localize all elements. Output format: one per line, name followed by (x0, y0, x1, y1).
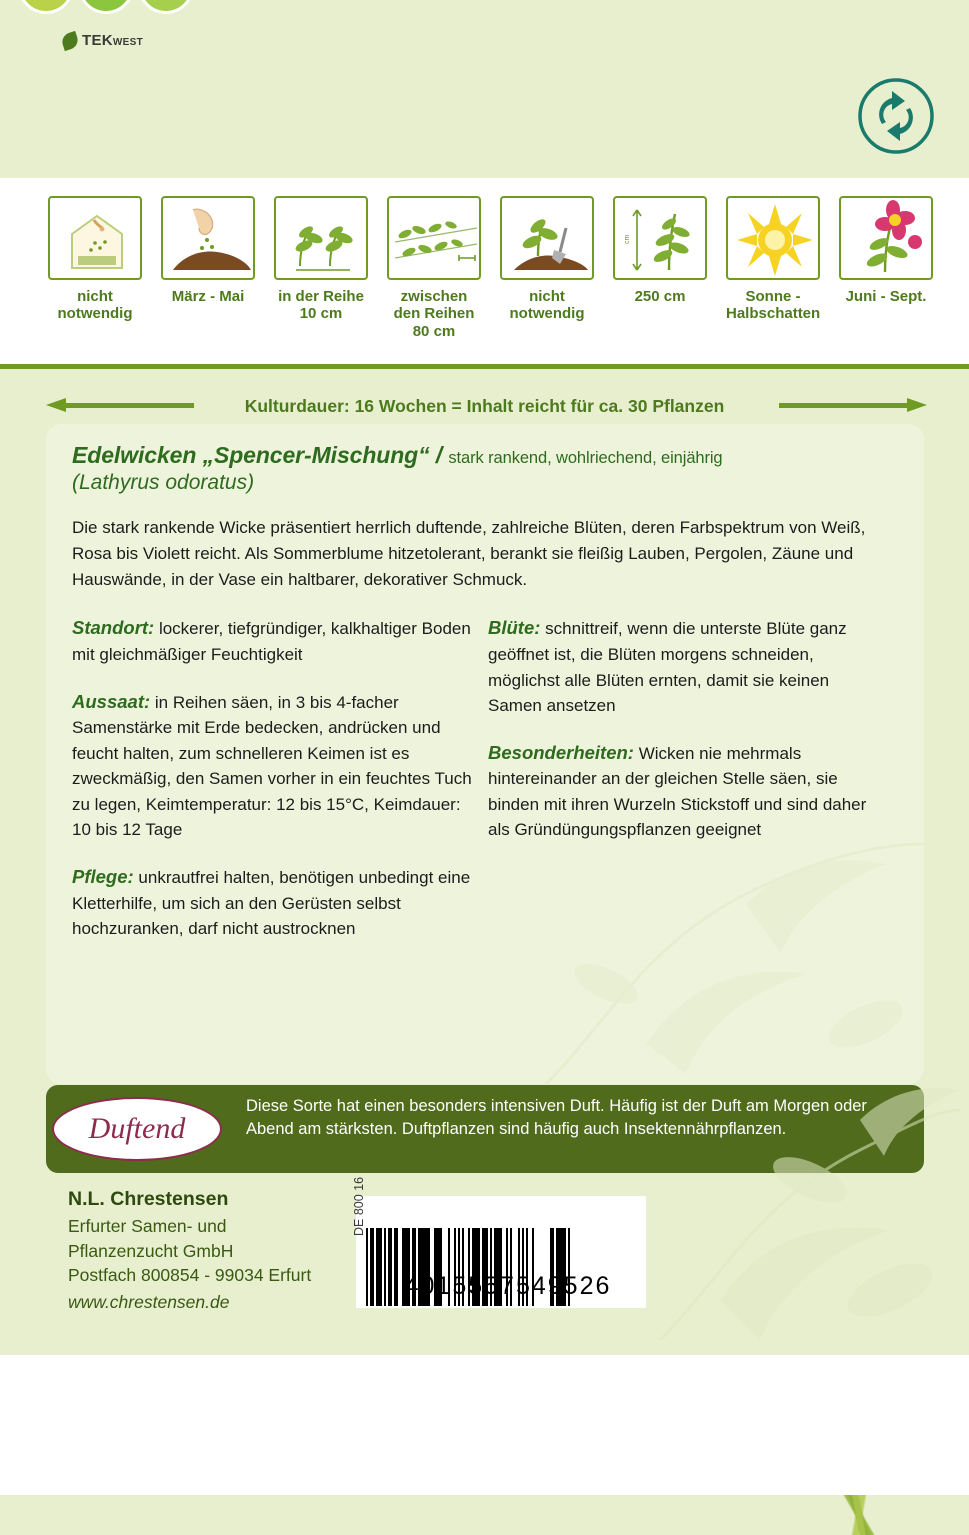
row-spacing-icon (274, 196, 368, 280)
transplant-spade-icon (500, 196, 594, 280)
section-pflege-heading: Pflege: (72, 865, 134, 887)
fragrance-badge-label: Duftend (88, 1112, 186, 1145)
grass-decoration-icon (749, 1495, 969, 1535)
cultivation-icon-row (48, 196, 933, 340)
brand-circle-2 (78, 0, 134, 14)
icon-item-light (726, 196, 820, 340)
product-intro-text: Die stark rankende Wicke präsentiert herrlich duftende, zahlreiche Blüten, deren Farbspektrum von Weiß, Rosa bis Violett reicht. Als Sommerblume hitzetolerant, berankt sie fleißig Lauben, Pergolen, Zäune und Hauswände, in der Vase ein haltbarer, dekorativer Schmuck. (72, 518, 866, 589)
brand-circle-3 (138, 0, 194, 14)
leaf-icon (60, 30, 80, 50)
icon-label-transplant: nicht notwendig (509, 288, 585, 323)
greenhouse-icon (48, 196, 142, 280)
svg-text:cm: cm (624, 234, 631, 244)
icon-item-greenhouse (48, 196, 142, 340)
fragrance-badge (44, 1091, 230, 1167)
icon-item-row-spacing (274, 196, 368, 340)
tekwest-logo-text (82, 32, 143, 49)
icon-item-between-rows (387, 196, 481, 340)
flower-bloom-icon (839, 196, 933, 280)
section-bluete-body: schnittreif, wenn die unterste Blüte ganz geöffnet ist, die Blüten morgens schneiden, möglichst alle Blüten ernten, damit sie keinen Samen ansetzen (488, 619, 847, 716)
barcode-side-code: DE 800 16 (352, 1176, 366, 1236)
icon-label-greenhouse: nicht notwendig (57, 288, 133, 323)
care-columns (72, 614, 900, 961)
sun-icon (726, 196, 820, 280)
icon-item-sowing-time (161, 196, 255, 340)
company-line3: Pflanzenzucht GmbH (68, 1240, 234, 1261)
bottom-white-band (0, 1355, 969, 1495)
icon-label-between-rows: zwischen den Reihen 80 cm (393, 288, 475, 340)
icon-label-row-spacing: in der Reihe 10 cm (278, 288, 364, 323)
section-bluete (488, 614, 886, 718)
company-line2: Erfurter Samen- und (68, 1215, 227, 1236)
description-panel (46, 424, 924, 1084)
section-besonderheiten-body: Wicken nie mehrmals hintereinander an der gleichen Stelle säen, sie binden mit ihren Wurzeln Stickstoff und sind daher als Gründüngungspflanzen geeignet (488, 743, 867, 840)
icon-label-height: 250 cm (634, 288, 686, 305)
icon-label-sowing-time: März - Mai (171, 288, 245, 305)
section-standort (72, 614, 474, 667)
section-aussaat-heading: Aussaat: (72, 690, 151, 712)
section-standort-heading: Standort: (72, 617, 155, 639)
icon-item-flowering (839, 196, 933, 340)
company-address (68, 1186, 398, 1315)
tekwest-sub: WEST (112, 37, 143, 48)
care-column-right (488, 614, 886, 961)
product-title-main: Edelwicken „Spencer-Mischung“ / (72, 442, 443, 468)
bottom-green-strip (0, 1495, 969, 1535)
between-rows-icon (387, 196, 481, 280)
culture-duration-text: Kulturdauer: 16 Wochen = Inhalt reicht für ca. 30 Pflanzen (244, 395, 725, 416)
brand-circles (18, 0, 194, 14)
tekwest-logo (62, 32, 143, 49)
product-title (72, 442, 900, 469)
section-pflege-body: unkrautfrei halten, benötigen unbedingt eine Kletterhilfe, um sich an den Gerüsten selbst hochzuranken, darf nicht austrocknen (72, 867, 471, 939)
section-aussaat-body: in Reihen säen, in 3 bis 4-facher Samenstärke mit Erde bedecken, andrücken und feucht halten, zum schnelleren Keimen ist es zweckmäßig, den Samen vorher in ein feuchtes Tuch zu legen, Keimtemperatur: 12 bis 15°C, Keimdauer: 10 bis 12 Tage (72, 692, 472, 840)
care-column-left (72, 614, 488, 961)
product-botanical-name: (Lathyrus odoratus) (72, 471, 255, 494)
tekwest-main: TEK (82, 32, 113, 49)
divider (0, 364, 969, 369)
section-bluete-heading: Blüte: (488, 617, 541, 639)
sowing-hand-soil-icon (161, 196, 255, 280)
brand-circle-1 (18, 0, 74, 14)
section-aussaat (72, 688, 474, 843)
icon-item-transplant (500, 196, 594, 340)
company-line4: Postfach 800854 - 99034 Erfurt (68, 1265, 312, 1286)
section-besonderheiten-heading: Besonderheiten: (488, 741, 634, 763)
product-title-attributes: stark rankend, wohlriechend, einjährig (448, 449, 723, 467)
company-website[interactable]: www.chrestensen.de (68, 1292, 230, 1313)
barcode-number: 4015557549526 (404, 1272, 612, 1300)
company-name: N.L. Chrestensen (68, 1188, 229, 1210)
fragrance-banner-text: Diese Sorte hat einen besonders intensiven Duft. Häufig ist der Duft am Morgen oder Abend am stärksten. Duftpflanzen sind häufig auch Insektennährpflanzen. (246, 1097, 867, 1139)
icon-item-height (613, 196, 707, 340)
section-pflege (72, 863, 474, 942)
icon-label-flowering: Juni - Sept. (845, 288, 927, 305)
gruener-punkt-recycling-icon (858, 78, 934, 154)
plant-height-icon (613, 196, 707, 280)
header-area (0, 0, 969, 180)
icon-label-light: Sonne - Halbschatten (726, 288, 821, 323)
section-besonderheiten (488, 739, 886, 843)
culture-duration-bar (0, 388, 969, 424)
section-standort-body: lockerer, tiefgründiger, kalkhaltiger Boden mit gleichmäßiger Feuchtigkeit (72, 619, 471, 665)
